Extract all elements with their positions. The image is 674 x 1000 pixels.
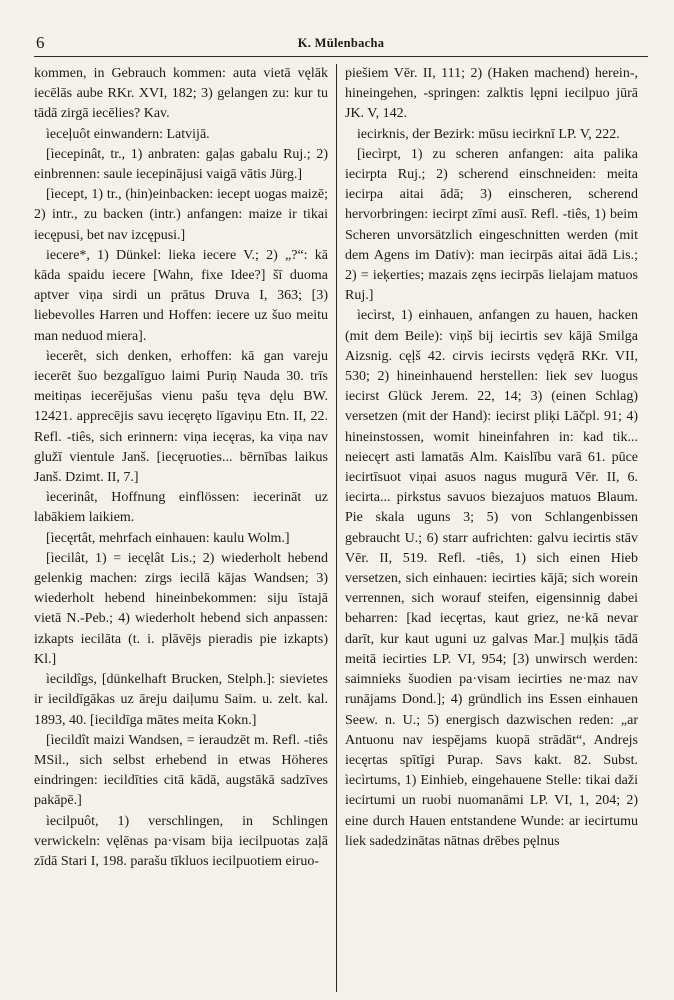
dictionary-entry: kommen, in Gebrauch kommen: auta vietā vęlāk iecēlās aube RKr. XVI, 182; 3) gelangen zu: kur tu tādā zirgā iecēlies? Kav. — [34, 66, 328, 122]
page-header — [34, 30, 648, 57]
dictionary-entry: iecere*, 1) Dünkel: lieka iecere V.; 2) „?“: kā kāda spaidu iecere [Wahn, fixe Idee?] šī duoma aptver viņa sirdi un prātus Druva I, 363; [3) liebevolles Harren und Hoffen: iecere uz šuo meitu man neduod miera]. — [34, 247, 328, 344]
dictionary-entry: iecirknis, der Bezirk: mūsu iecirknī LP. V, 222. — [357, 126, 620, 142]
dictionary-entry: [ìecęrtât, mehrfach einhauen: kaulu Wolm.] — [46, 530, 290, 546]
dictionary-entry: [ìecepinât, tr., 1) anbraten: gaļas gabalu Ruj.; 2) einbrennen: saule iecepinājusi vaigā vātis Jürg.] — [34, 146, 328, 183]
running-head: K. Mülenbacha — [297, 36, 385, 50]
dictionary-entry: piešiem Vēr. II, 111; 2) (Haken machend) herein-, hineingehen, -springen: zalktis lępni iecilpuo jūrā JK. V, 142. — [345, 66, 638, 122]
dictionary-entry: [ìecìrpt, 1) zu scheren anfangen: aita palika iecirpta Ruj.; 2) scherend einschneiden: meita iecirpa aitai ādā; 3) einscheren, scherend hervorbringen: iecirpt zīmi ausī. Refl. -tiês, 1) beim Scheren unvorsätzlich eingeschnitten werden (mit dem Agens im Dativ): man iecirpās aitai ādā Lis.; 2) = ieķerties; mazais zęns iecirpās lielajam matuos Ruj.] — [345, 146, 638, 304]
right-column — [336, 64, 638, 992]
dictionary-entry: ìecilpuôt, 1) verschlingen, in Schlingen verwickeln: vęlēnas pa·visam bija iecilpuotas zaļā zīdā Stari I, 198. parašu tīkluos iecilpuotiem eiruo- — [34, 813, 328, 869]
dictionary-entry: ìecerêt, sich denken, erhoffen: kā gan vareju iecerēt šuo bezgalīguo laimi Puriņ Nauda 30. trīs meitiņas iecerējušas vienu pašu tęva dęlu BW. 12421. apprecējis savu iecęręto līgaviņu Etn. II, 22. Refl. -tiês, sich erinnern: viņa iecęras, ka viņa nav glužī vientule Janš. [iecęruoties... bērnības laikus Janš. Dzimt. II, 7.] — [34, 348, 328, 486]
dictionary-entry: ìeceļuôt einwandern: Latvijā. — [46, 126, 210, 142]
dictionary-entry: [ìecilât, 1) = iecęlât Lis.; 2) wiederholt hebend gelenkig machen: zirgs iecilā kājas Wandsen; 3) wiederholt hebend hineinbekommen: siju īstajā vietā N.-Peb.; 4) wiederholt hebend sich anpassen: izkapts iecilāta (t. i. plāvējs pieradis pie izkapts) Kl.] — [34, 550, 328, 667]
text-columns — [34, 64, 650, 992]
dictionary-entry: ìecildîgs, [dünkelhaft Brucken, Stelph.]: sievietes ir iecildīgākas uz āreju daiļumu Saim. u. zelt. kal. 1893, 40. [iecildīga mātes meita Kokn.] — [34, 672, 328, 728]
left-column — [34, 64, 336, 992]
page-number: 6 — [36, 33, 45, 52]
dictionary-entry: ìecerinât, Hoffnung einflössen: iecerināt uz labākiem laikiem. — [34, 490, 328, 526]
dictionary-entry: ìecìrst, 1) einhauen, anfangen zu hauen, hacken (mit dem Beile): viņš bij iecirtis sev kājā Smilga Aizsnig. cęļš 42. cirvis iecirsts vędęrā RKr. VII, 530; 2) hineinhauend herstellen: liek sev luogus iecirst Glück Jerem. 22, 14; 3) (einen Schlag) versetzen (mit der Hand): iecirst pliķi Lāčpl. 91; 4) hineinstossen, womit hineinfahren in: kad tik... neiecęrt asti lamatās Alm. Kaislību varā 61. pūce iecirtīsuot viņai asuos nagus mugurā Vēr. II, 6. iecirta... pirkstus savuos biezajuos matuos Blaum. Pie skala uguns 3; 5) von Schlangenbissen gebraucht U.; 6) starr aufrichten: galvu iecirtis stāv Vēr. II, 519. Refl. -tiês, 1) sich einen Hieb versetzen, sich einhauen: iecirties kājā; sich worein verrennen, sich worauf steifen, eigensinnig dabei beharren: [kad iecęrtas, kaut griez, ne·kā nevar darīt, kur kaut uguni uz galvas Mar.] muļķis tādā meitā iecirties LP. VI, 954; [3) unwirsch werden: saimnieks šuodien pa·visam iecirties ne·maz nav runājams Dond.]; 4) gründlich ins Essen einhauen Seew. n. U.; 5) energisch dazwischen reden: „ar Antuonu nav iespējams kuopā strādāt“, Andrejs iecęrtas spītīgi Purap. Savs kakt. 82. Subst. ìecìrtums, 1) Einhieb, eingehauene Stelle: tikai daži iecirtumi un ruobi nuomanāmi LP. VI, 1, 204; 2) eine durch Hauen entstandene Wunde: ar iecirtumu liek sadedzinātas nātnas drēbes pęlnus — [345, 308, 638, 849]
dictionary-entry: [ìecept, 1) tr., (hin)einbacken: iecept uogas maizē; 2) intr., zu backen (intr.) anfangen: maize ir tikai iecępusi, bet nav izcępusi.] — [34, 187, 328, 243]
dictionary-entry: [ìecildît maizi Wandsen, = ieraudzēt m. Refl. -tiês MSil., sich selbst erhebend in etwas Höheres eindringen: iecildīties citā kādā, augstākā sadzīves pakāpē.] — [34, 732, 328, 809]
